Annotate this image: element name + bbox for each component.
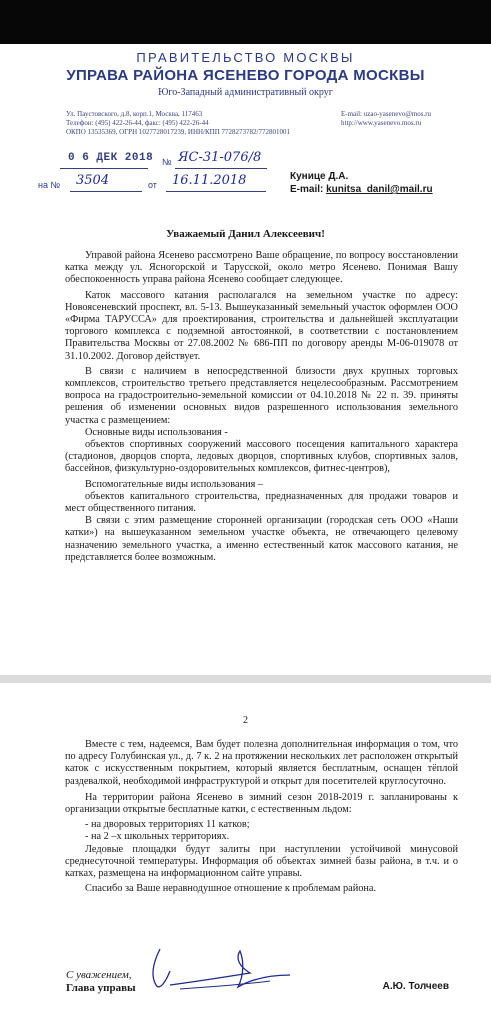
letter-body-page-1 <box>65 250 458 564</box>
paragraph: На территории района Ясенево в зимний сезон 2018-2019 г. запланированы к организации открытые бесплатные катки, с естественным льдом: <box>65 791 458 816</box>
date-stamp: 0 6 ДЕК 2018 <box>68 152 154 164</box>
letterhead-government: ПРАВИТЕЛЬСТВО МОСКВЫ <box>136 50 355 65</box>
from-date-underline <box>166 191 266 192</box>
closing-block <box>66 969 136 995</box>
letter-page-2 <box>0 683 491 1024</box>
paragraph: Управой района Ясенево рассмотрено Ваше обращение, по вопросу восстановлении катка между ул. Ясногорской и Тарусской, около метро Ясенево. Понимая Вашу обеспокоенность управа района Ясенево сообщает следующее. <box>65 250 458 286</box>
recipient-name: Кунице Д.А. <box>290 171 349 182</box>
reply-prefix: на № <box>38 180 61 190</box>
outgoing-number: ЯС-31-076/8 <box>178 150 262 165</box>
paragraph: Основные виды использования - <box>85 426 228 438</box>
recipient-email-line <box>290 183 433 196</box>
recipient-email[interactable]: kunitsa_danil@mail.ru <box>326 184 433 195</box>
salutation: Уважаемый Данил Алексеевич! <box>166 228 325 240</box>
reply-number-underline <box>70 191 142 192</box>
recipient-email-label: E-mail: <box>290 184 327 195</box>
paragraph: В связи с наличием в непосредственной близости двух крупных торговых комплексов, строительство третьего представляется нецелесообразным. Рассмотрением вопроса на градостроительно-земельной комиссии от 04.10.2018 № 22 п. 39. приняты решения об изменении основных видов разрешенного использования земельного участка с размещением: <box>65 365 458 426</box>
letterhead-address <box>66 110 290 138</box>
paragraph: объектов спортивных сооружений массового посещения капитального характера (стадионов, дворцов спорта, ледовых дворцов, спортивных клубов, спортивных залов, бассейнов, физкультурно-оздоровительных комплексов, фитнес-центров), <box>65 439 458 475</box>
list-item: - на дворовых территориях 11 катков; <box>85 819 250 831</box>
number-underline <box>175 168 267 169</box>
page-number: 2 <box>243 715 248 726</box>
paragraph: Вспомогательные виды использования – <box>85 478 264 490</box>
paragraph: объектов капитального строительства, предназначенных для продажи товаров и мест общественного питания. <box>65 490 458 515</box>
paragraph: Каток массового катания располагался на земельном участке по адресу: Новоясеневский проспект, вл. 5-13. Вышеуказанный земельный участок оформлен ООО «Фирма ТАРУССА» для проектирования, строительства и дальнейшей эксплуатации торгового комплекса с подземной автостоянкой, в соответствии с постановлением Правительства Москвы от 27.08.2002 № 686-ПП по договору аренды М-06-019078 от 31.10.2002. Договор действует. <box>65 289 458 362</box>
letterhead-email: E-mail: uzao-yasenevo@mos.ru <box>341 110 432 118</box>
list-item: - на 2 –х школьных территориях. <box>85 831 230 843</box>
letterhead-website: http://www.yasenevo.mos.ru <box>341 119 422 128</box>
letterhead-district: Юго-Западный административный округ <box>158 87 333 98</box>
phone-line: Телефон: (495) 422-26-44, факс: (495) 422-26-44 <box>66 119 209 128</box>
recipient-block <box>290 170 433 196</box>
address-line: Ул. Паустовского, д.8, корп.1, Москва, 117463 <box>66 110 203 118</box>
scan-top-border <box>0 0 491 44</box>
letter-body-page-2 <box>65 739 458 895</box>
paragraph: Вместе с тем, надеемся, Вам будет полезна дополнительная информация о том, что по адресу Голубинская ул., д. 7 к. 2 на протяжении нескольких лет расположен открытый каток с искусственным покрытием, который является бесплатным, оснащен тёплой раздевалкой, необходимой инфраструктурой и открыт для посетителей круглосуточно. <box>65 739 458 787</box>
from-prefix: от <box>148 180 157 190</box>
handwritten-signature <box>140 941 320 1001</box>
paragraph: Ледовые площадки будут залиты при наступлении устойчивой минусовой среднесуточной температуры. Информация об объектах зимней базы района, в т.ч. и о катках, размещена на информационном сайте управы. <box>65 843 458 880</box>
closing-title: Глава управы <box>66 982 136 994</box>
closing-regards: С уважением, <box>66 969 132 981</box>
paragraph: Спасибо за Ваше неравнодушное отношение к проблемам района. <box>85 883 377 895</box>
letterhead-contacts <box>341 110 481 128</box>
paragraph: В связи с этим размещение сторонней организации (городская сеть ООО «Наши катки») на вышеуказанном земельном участке объекта, не отвечающего целевому назначению земельного участка, а именно естественный каток массового катания, не представляется более возможным. <box>65 515 458 563</box>
number-prefix: № <box>162 157 172 167</box>
registry-line: ОКПО 13535369, ОГРН 1027728017239, ИНН/КПП 7728273782/772801001 <box>66 128 290 137</box>
letterhead-organization: УПРАВА РАЙОНА ЯСЕНЕВО ГОРОДА МОСКВЫ <box>66 67 425 84</box>
from-date: 16.11.2018 <box>172 173 247 188</box>
reply-number: 3504 <box>76 173 110 188</box>
letter-page-1 <box>0 44 491 675</box>
date-underline <box>60 168 148 169</box>
page-separator <box>0 675 491 683</box>
signer-name: А.Ю. Толчеев <box>382 981 449 992</box>
